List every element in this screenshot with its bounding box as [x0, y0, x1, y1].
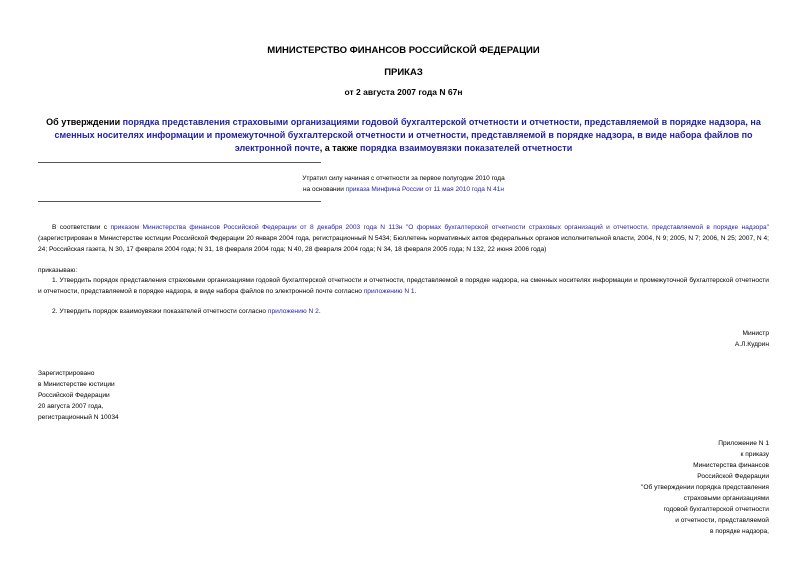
item-1-end: . — [414, 288, 417, 295]
appendix-line: Приложение N 1 — [718, 440, 769, 447]
registration-line: регистрационный N 10034 — [38, 414, 119, 421]
expired-line-1: Утратил силу начиная с отчетности за первое полугодие 2010 года — [302, 175, 505, 182]
signer-position: Министр — [742, 330, 769, 337]
item-2-end: . — [318, 308, 321, 315]
item-1-text: 1. Утвердить порядок представления страховыми организациями годовой бухгалтерской отчетности и отчетности, представляемой в порядке надзора, на сменных носителях информации и промежуточной бухгалтерской отчетности и отчетности, представляемой в порядке надзора, в виде набора файлов по электронной почте согласно — [38, 277, 769, 295]
forms-title-link[interactable]: "О формах бухгалтерской отчетности страховых организаций и отчетности, представляемой в порядке надзора" — [405, 224, 769, 231]
appendix-line: к приказу — [740, 451, 769, 458]
expired-basis-link[interactable]: приказа Минфина России от 11 мая 2010 года N 41н — [345, 186, 504, 193]
item-2-text: 2. Утвердить порядок взаимоувязки показателей отчетности согласно — [52, 308, 268, 315]
preamble-prefix: В соответствии с — [52, 224, 111, 231]
divider-bottom — [38, 201, 321, 202]
document-type: ПРИКАЗ — [384, 67, 423, 78]
title-middle: , а также — [319, 143, 360, 153]
preamble-rest: (зарегистрирован в Министерстве юстиции Российской Федерации 20 января 2004 года, регистрационный N 5434; Бюллетень нормативных актов федеральных органов исполнительной власти, 2004, N 9; 2005, N 7; 2006, N 25; 2007, N 4; 24; Российская газета, N 30, 17 февраля 2004 года; N 31, 18 февраля 2004 года; N 40, 28 февраля 2004 года; N 34, 18 февраля 2005 года; N 132, 22 июня 2006 года) — [38, 235, 769, 253]
order-113n-link[interactable]: приказом Министерства финансов Российской Федерации от 8 декабря 2003 года N 113н — [110, 224, 403, 231]
order-verb: приказываю: — [38, 267, 78, 274]
item-2-paragraph — [38, 306, 769, 317]
appendix-line: в порядке надзора, — [710, 528, 769, 535]
title-link-procedure[interactable]: порядка представления страховыми организациями годовой бухгалтерской отчетности и отчетности, представляемой в порядке надзора, на сменных носителях информации и промежуточной бухгалтерской отчетности и отчетности, представляемой в порядке надзора, в виде набора файлов по электронной почте — [54, 117, 761, 153]
appendix-line: "Об утверждении порядка представления — [641, 484, 769, 491]
registration-line: Зарегистрировано — [38, 370, 95, 377]
appendix-line: годовой бухгалтерской отчетности — [663, 506, 769, 513]
appendix-line: Министерства финансов — [693, 462, 769, 469]
document-title — [40, 116, 767, 155]
registration-line: 20 августа 2007 года, — [38, 403, 104, 410]
signature-block — [735, 328, 769, 350]
registration-block — [38, 368, 119, 423]
expired-notice — [40, 173, 767, 195]
appendix-line: страховыми организациями — [683, 495, 769, 502]
expired-prefix: на основании — [302, 186, 346, 193]
item-1-paragraph — [38, 275, 769, 297]
title-prefix: Об утверждении — [46, 117, 123, 127]
divider-top — [38, 162, 321, 163]
ministry-heading: МИНИСТЕРСТВО ФИНАНСОВ РОССИЙСКОЙ ФЕДЕРАЦИИ — [267, 45, 540, 56]
title-link-interlinking[interactable]: порядка взаимоувязки показателей отчетности — [359, 143, 573, 153]
registration-line: Российской Федерации — [38, 392, 110, 399]
appendix-2-link[interactable]: приложению N 2 — [267, 308, 319, 315]
appendix-header-block — [641, 438, 769, 537]
document-date-number: от 2 августа 2007 года N 67н — [344, 87, 463, 97]
appendix-line: и отчетности, представляемой — [675, 517, 769, 524]
expired-line-2 — [40, 184, 767, 195]
signer-name: А.Л.Кудрин — [734, 341, 769, 348]
appendix-1-link[interactable]: приложению N 1 — [363, 288, 415, 295]
registration-line: в Министерстве юстиции — [38, 381, 115, 388]
appendix-line: Российской Федерации — [697, 473, 769, 480]
preamble-paragraph — [38, 222, 769, 255]
